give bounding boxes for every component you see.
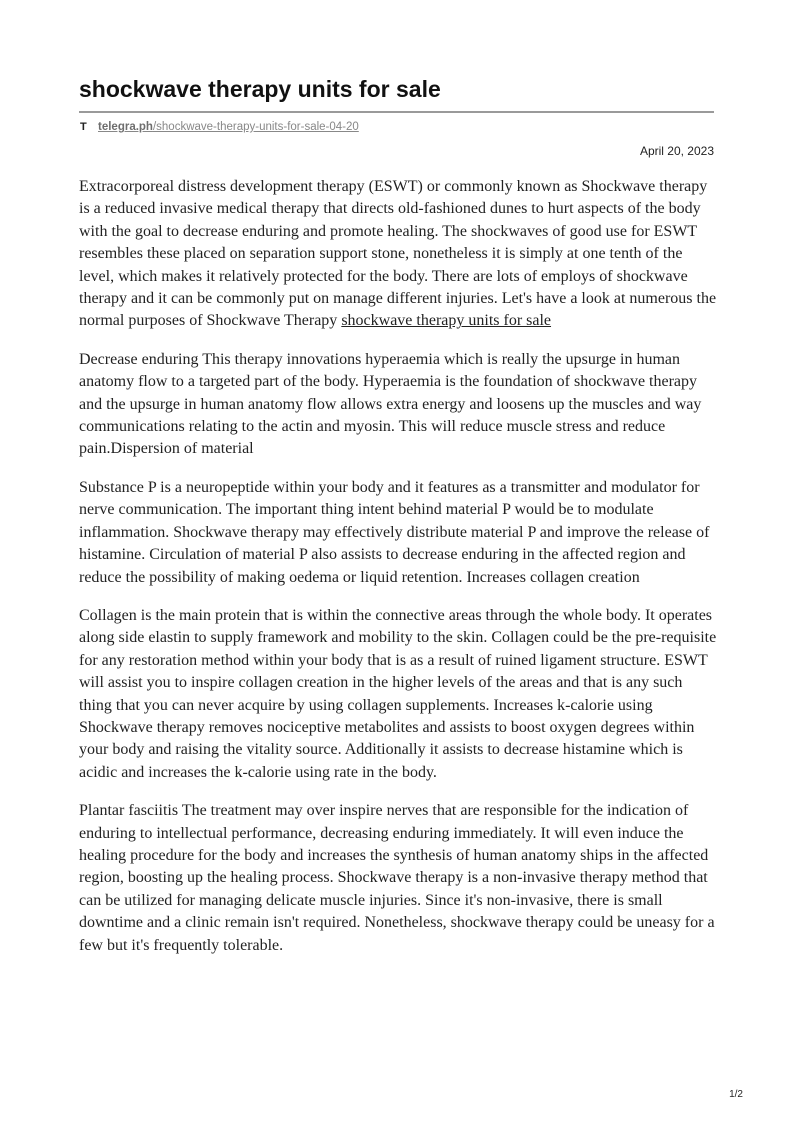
telegraph-logo-icon: T <box>80 121 87 133</box>
publish-date: April 20, 2023 <box>639 144 714 158</box>
paragraph-1-text: Extracorporeal distress development therapy (ESWT) or commonly known as Shockwave therapy is a reduced invasive medical therapy that directs old-fashioned dunes to hurt aspects of the body with the goal to decrease enduring and promote healing. The shockwaves of good use for ESWT resembles these placed on separation support stone, nonetheless it is simply at one tenth of the level, which makes it relatively protected for the body. There are lots of employs of shockwave therapy and it can be commonly put on manage different injuries. Let's have a look at numerous the normal purposes of Shockwave Therapy <box>79 178 717 330</box>
paragraph-5: Plantar fasciitis The treatment may over inspire nerves that are responsible for the indication of enduring to intellectual performance, decreasing enduring immediately. It will even induce the healing procedure for the body and increases the synthesis of human anatomy ships in the affected region, boosting up the healing process. Shockwave therapy is a non-invasive therapy method that can be utilized for managing delicate muscle injuries. Since it's non-invasive, there is small downtime and a clinic remain isn't required. Nonetheless, shockwave therapy could be uneasy for a few but it's frequently tolerable. <box>79 802 715 954</box>
source-link[interactable] <box>98 121 359 133</box>
source-domain: telegra.ph <box>98 121 153 133</box>
page-title: shockwave therapy units for sale <box>79 76 441 102</box>
source-path: /shockwave-therapy-units-for-sale-04-20 <box>152 121 359 133</box>
title-divider <box>79 111 714 113</box>
paragraph-4: Collagen is the main protein that is within the connective areas through the whole body. It operates along side elastin to supply framework and mobility to the skin. Collagen could be the pre-requisite for any restoration method within your body that is as a result of ruined ligament structure. ESWT will assist you to inspire collagen creation in the higher levels of the areas and that is any such thing that you can never acquire by using collagen supplements. Increases k-calorie using Shockwave therapy removes nociceptive metabolites and assists to boost oxygen degrees within your body and raising the vitality source. Additionally it assists to decrease histamine which is acidic and increases the k-calorie using rate in the body. <box>79 606 717 781</box>
paragraph-1 <box>79 176 719 333</box>
page-number: 1/2 <box>729 1089 743 1100</box>
paragraph-3: Substance P is a neuropeptide within your body and it features as a transmitter and modulator for nerve communication. The important thing intent behind material P would be to modulate inflammation. Shockwave therapy may effectively distribute material P and improve the release of histamine. Circulation of material P also assists to decrease enduring in the affected region and reduce the possibility of making oedema or liquid retention. Increases collagen creation <box>79 478 710 586</box>
article-body <box>79 176 719 973</box>
source-url <box>80 119 359 135</box>
article-link[interactable]: shockwave therapy units for sale <box>341 312 552 330</box>
paragraph-2: Decrease enduring This therapy innovations hyperaemia which is really the upsurge in human anatomy flow to a targeted part of the body. Hyperaemia is the foundation of shockwave therapy and the upsurge in human anatomy flow allows extra energy and loosens up the muscles and way communications relating to the actin and myosin. This will reduce muscle stress and reduce pain.Dispersion of material <box>79 350 702 458</box>
